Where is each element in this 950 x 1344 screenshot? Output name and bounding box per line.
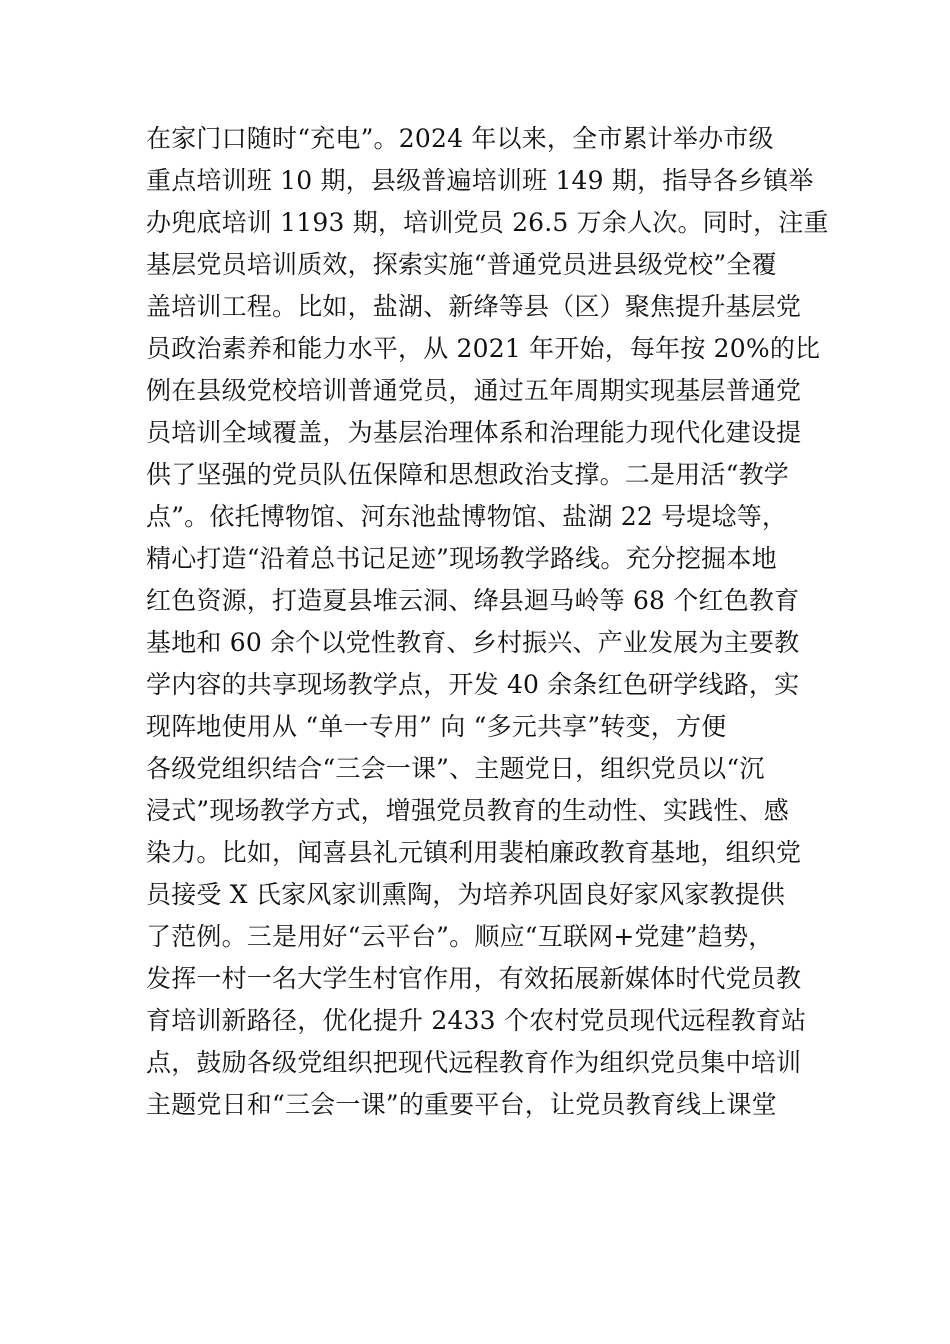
text-line: 基层党员培训质效，探索实施“普通党员进县级党校”全覆 — [146, 250, 777, 279]
text-line: 例在县级党校培训普通党员，通过五年周期实现基层普通党 — [146, 376, 802, 405]
text-line: 红色资源，打造夏县堆云洞、绛县迴马岭等 68 个红色教育 — [146, 586, 800, 615]
text-line: 员培训全域覆盖，为基层治理体系和治理能力现代化建设提 — [146, 418, 802, 447]
text-line: 点，鼓励各级党组织把现代远程教育作为组织党员集中培训 — [146, 1048, 802, 1077]
text-line: 盖培训工程。比如，盐湖、新绛等县（区）聚焦提升基层党 — [146, 292, 802, 321]
text-line: 主题党日和“三会一课”的重要平台，让党员教育线上课堂 — [146, 1090, 777, 1119]
text-line: 染力。比如，闻喜县礼元镇利用裴柏廉政教育基地，组织党 — [146, 838, 802, 867]
text-line: 精心打造“沿着总书记足迹”现场教学路线。充分挖掘本地 — [146, 544, 777, 573]
text-line: 学内容的共享现场教学点，开发 40 余条红色研学线路，实 — [146, 670, 800, 699]
text-line: 在家门口随时“充电”。2024 年以来，全市累计举办市级 — [146, 124, 774, 153]
text-line: 点”。依托博物馆、河东池盐博物馆、盐湖 22 号堤埝等， — [146, 502, 788, 531]
text-line: 各级党组织结合“三会一课”、主题党日，组织党员以“沉 — [146, 754, 765, 783]
text-line: 发挥一村一名大学生村官作用，有效拓展新媒体时代党员教 — [146, 964, 802, 993]
text-line: 基地和 60 余个以党性教育、乡村振兴、产业发展为主要教 — [146, 628, 800, 657]
body-text — [146, 118, 829, 1126]
text-line: 员政治素养和能力水平，从 2021 年开始，每年按 20%的比 — [146, 334, 821, 363]
text-line: 重点培训班 10 期，县级普遍培训班 149 期，指导各乡镇举 — [146, 166, 814, 195]
text-line: 办兜底培训 1193 期，培训党员 26.5 万余人次。同时，注重 — [146, 208, 829, 237]
text-line: 现阵地使用从 “单一专用” 向 “多元共享”转变，方便 — [146, 712, 727, 741]
text-line: 员接受 X 氏家风家训熏陶，为培养巩固良好家风家教提供 — [146, 880, 786, 909]
text-line: 供了坚强的党员队伍保障和思想政治支撑。二是用活“教学 — [146, 460, 789, 489]
text-line: 浸式”现场教学方式，增强党员教育的生动性、实践性、感 — [146, 796, 789, 825]
text-line: 了范例。三是用好“云平台”。顺应“互联网+党建”趋势， — [146, 922, 774, 951]
text-line: 育培训新路径，优化提升 2433 个农村党员现代远程教育站 — [146, 1006, 807, 1035]
